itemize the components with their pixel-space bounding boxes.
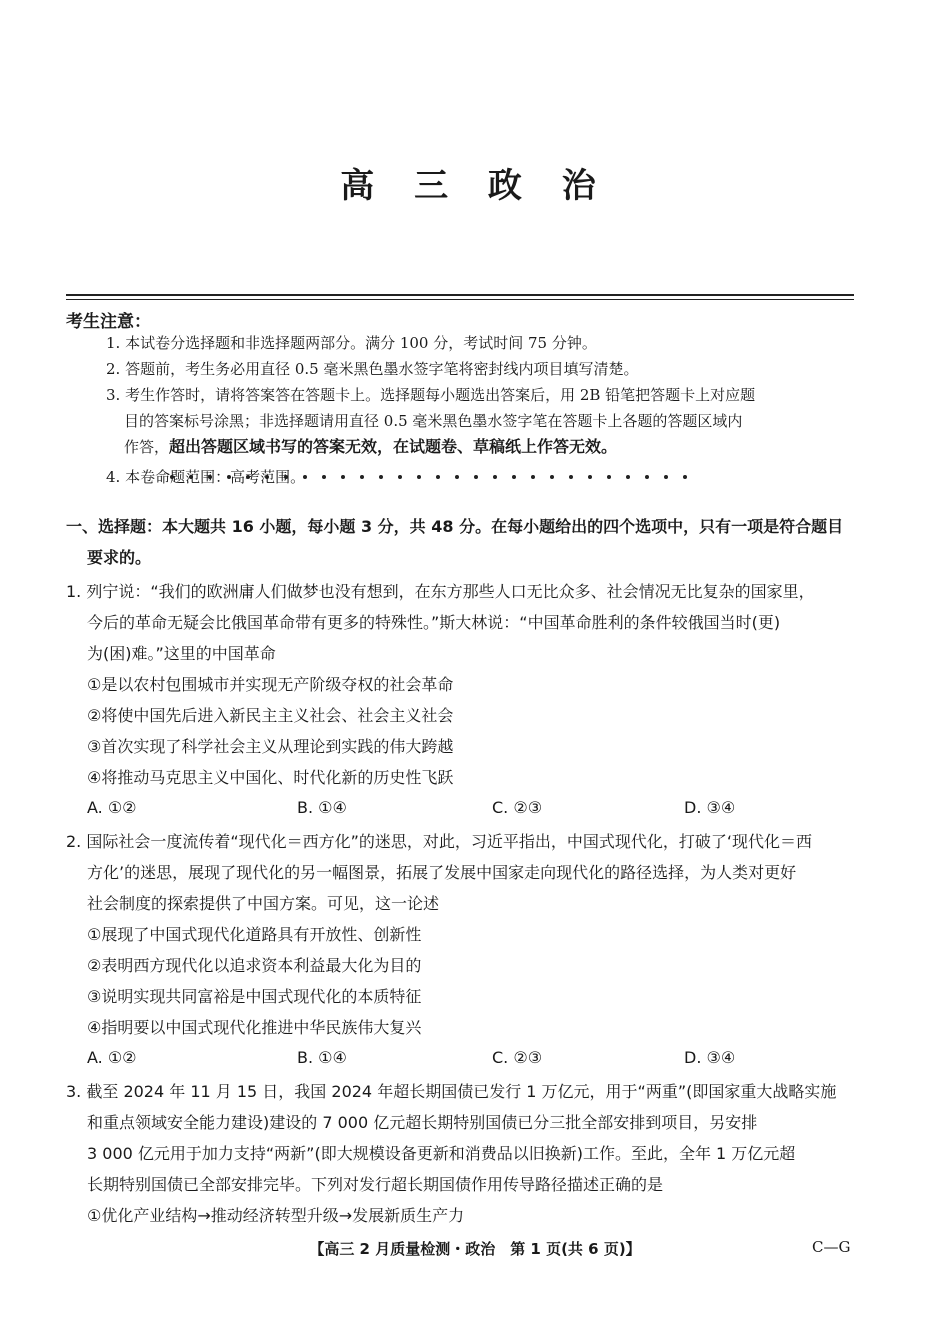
section-heading-cont: 要求的。 xyxy=(87,548,152,567)
q2-option-c: C. ②③ xyxy=(492,1048,543,1067)
notice-item-3-prefix: 作答， xyxy=(124,438,170,456)
page-footer: 【高三 2 月质量检测・政治 第 1 页(共 6 页)】 xyxy=(309,1240,641,1258)
notice-item-1: 1. 本试卷分选择题和非选择题两部分。满分 100 分，考试时间 75 分钟。 xyxy=(106,334,597,352)
q1-option-a: A. ①② xyxy=(87,798,137,817)
notice-emphasis: 超出答题区域书写的答案无效，在试题卷、草稿纸上作答无效。 xyxy=(169,437,618,456)
q1-item-1: ①是以农村包围城市并实现无产阶级夺权的社会革命 xyxy=(87,675,454,694)
divider-thin xyxy=(66,299,854,300)
q2-option-b: B. ①④ xyxy=(297,1048,347,1067)
q1-item-3: ③首次实现了科学社会主义从理论到实践的伟大跨越 xyxy=(87,737,454,756)
divider-thick xyxy=(66,294,854,296)
notice-item-4: 4. 本卷命题范围：高考范围。 xyxy=(106,468,306,486)
section-heading: 一、选择题：本大题共 16 小题，每小题 3 分，共 48 分。在每小题给出的四个选项中，只有一项是符合题目 xyxy=(66,517,844,536)
q2-line-1: 2. 国际社会一度流传着“现代化＝西方化”的迷思，对此，习近平指出，中国式现代化，打破了‘现代化＝西 xyxy=(66,832,813,851)
q2-item-4: ④指明要以中国式现代化推进中华民族伟大复兴 xyxy=(87,1018,422,1037)
q3-line-1: 3. 截至 2024 年 11 月 15 日，我国 2024 年超长期国债已发行 1 万亿元，用于“两重”(即国家重大战略实施 xyxy=(66,1082,837,1101)
q3-item-1: ①优化产业结构→推动经济转型升级→发展新质生产力 xyxy=(87,1206,465,1225)
q2-line-2: 方化’的迷思，展现了现代化的另一幅图景，拓展了发展中国家走向现代化的路径选择，为人类对更好 xyxy=(87,863,797,882)
q2-option-a: A. ①② xyxy=(87,1048,137,1067)
notice-item-3: 3. 考生作答时，请将答案答在答题卡上。选择题每小题选出答案后，用 2B 铅笔把答题卡上对应题 xyxy=(106,386,756,404)
q1-line-2: 今后的革命无疑会比俄国革命带有更多的特殊性。”斯大林说：“中国革命胜利的条件较俄国当时(更) xyxy=(87,613,781,632)
q1-option-c: C. ②③ xyxy=(492,798,543,817)
notice-item-3-cont2 xyxy=(124,434,876,460)
notice-item-3-cont: 目的答案标号涂黑；非选择题请用直径 0.5 毫米黑色墨水签字笔在答题卡上各题的答题区域内 xyxy=(124,412,743,430)
q1-line-3: 为(困)难。”这里的中国革命 xyxy=(87,644,276,663)
q2-item-1: ①展现了中国式现代化道路具有开放性、创新性 xyxy=(87,925,422,944)
q1-item-2: ②将使中国先后进入新民主主义社会、社会主义社会 xyxy=(87,706,454,725)
q1-option-d: D. ③④ xyxy=(684,798,736,817)
q1-item-4: ④将推动马克思主义中国化、时代化新的历史性飞跃 xyxy=(87,768,454,787)
q2-line-3: 社会制度的探索提供了中国方案。可见，这一论述 xyxy=(87,894,440,913)
q3-line-3: 3 000 亿元用于加力支持“两新”(即大规模设备更新和消费品以旧换新)工作。至此，全年 1 万亿元超 xyxy=(87,1144,796,1163)
paper-code: C—G xyxy=(812,1238,851,1256)
notice-heading: 考生注意： xyxy=(66,312,151,332)
q3-line-4: 长期特别国债已全部安排完毕。下列对发行超长期国债作用传导路径描述正确的是 xyxy=(87,1175,664,1194)
q1-option-b: B. ①④ xyxy=(297,798,347,817)
q2-item-2: ②表明西方现代化以追求资本利益最大化为目的 xyxy=(87,956,422,975)
page-title: 高 三 政 治 xyxy=(340,166,610,206)
q3-line-2: 和重点领域安全能力建设)建设的 7 000 亿元超长期特别国债已分三批全部安排到项目，另安排 xyxy=(87,1113,758,1132)
q2-option-d: D. ③④ xyxy=(684,1048,736,1067)
q1-line-1: 1. 列宁说：“我们的欧洲庸人们做梦也没有想到，在东方那些人口无比众多、社会情况无比复杂的国家里， xyxy=(66,582,815,601)
q2-item-3: ③说明实现共同富裕是中国式现代化的本质特征 xyxy=(87,987,422,1006)
notice-item-2: 2. 答题前，考生务必用直径 0.5 毫米黑色墨水签字笔将密封线内项目填写清楚。 xyxy=(106,360,639,378)
